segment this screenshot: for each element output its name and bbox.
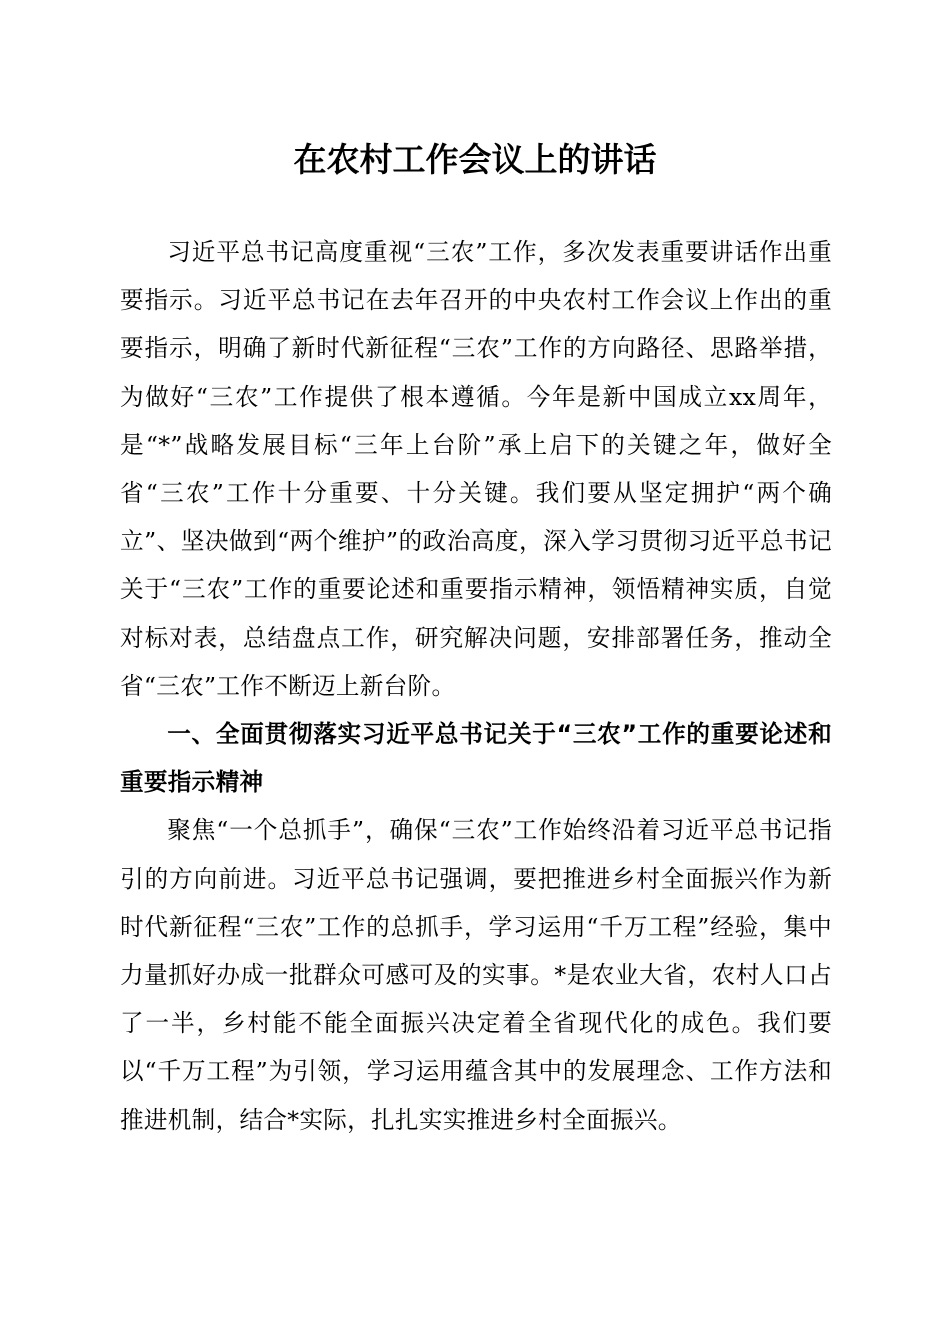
- section-1-paragraph: 聚焦“一个总抓手”，确保“三农”工作始终沿着习近平总书记指引的方向前进。习近平总书记强调，要把推进乡村全面振兴作为新时代新征程“三农”工作的总抓手，学习运用“千万工程”经验，集中力量抓好办成一批群众可感可及的实事。*是农业大省，农村人口占了一半，乡村能不能全面振兴决定着全省现代化的成色。我们要以“千万工程”为引领，学习运用蕴含其中的发展理念、工作方法和推进机制，结合*实际，扎扎实实推进乡村全面振兴。: [120, 816, 832, 1134]
- document-title: 在农村工作会议上的讲话: [293, 140, 657, 179]
- section-heading-1: 一、全面贯彻落实习近平总书记关于“三农”工作的重要论述和重要指示精神: [120, 720, 832, 797]
- document-body: [120, 228, 832, 1144]
- intro-paragraph: 习近平总书记高度重视“三农”工作，多次发表重要讲话作出重要指示。习近平总书记在去年召开的中央农村工作会议上作出的重要指示，明确了新时代新征程“三农”工作的方向路径、思路举措，为做好“三农”工作提供了根本遵循。今年是新中国成立xx周年，是“*”战略发展目标“三年上台阶”承上启下的关键之年，做好全省“三农”工作十分重要、十分关键。我们要从坚定拥护“两个确立”、坚决做到“两个维护”的政治高度，深入学习贯彻习近平总书记关于“三农”工作的重要论述和重要指示精神，领悟精神实质，自觉对标对表，总结盘点工作，研究解决问题，安排部署任务，推动全省“三农”工作不断迈上新台阶。: [120, 238, 832, 700]
